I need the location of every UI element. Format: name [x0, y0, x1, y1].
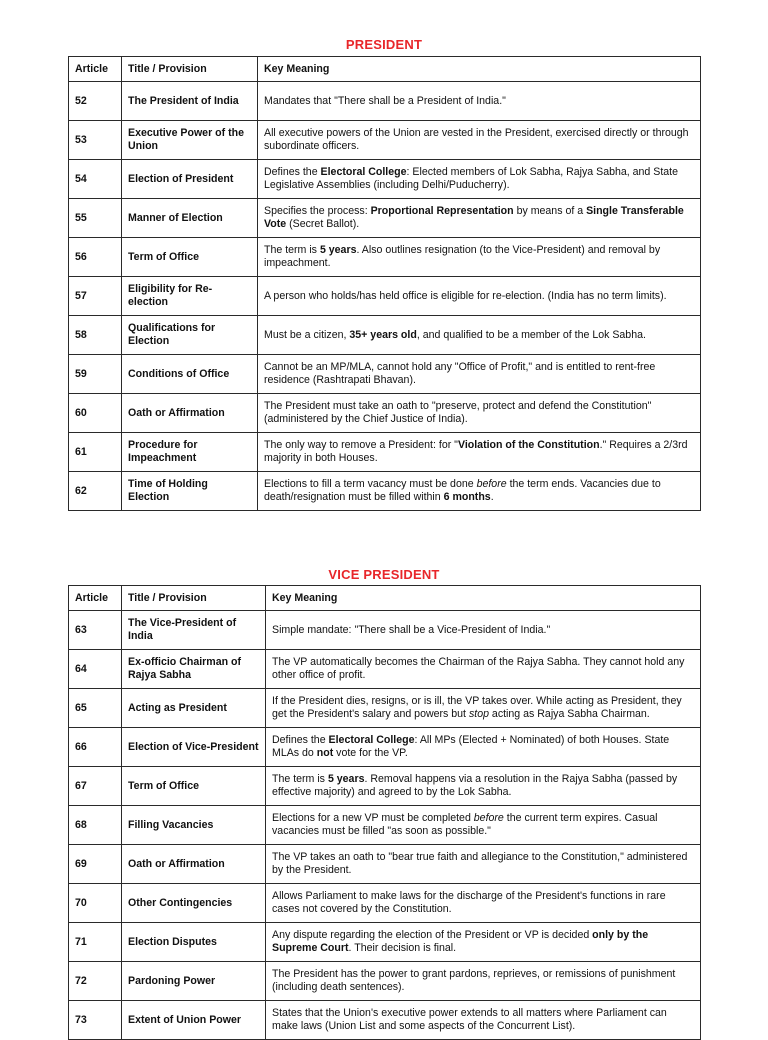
article-meaning: Mandates that "There shall be a President of India.": [258, 82, 701, 121]
table-row: [69, 199, 701, 238]
column-header-article: Article: [69, 586, 122, 611]
article-meaning: Any dispute regarding the election of the President or VP is decided only by the Supreme Court. Their decision is final.: [266, 923, 701, 962]
vice-president-heading: VICE PRESIDENT: [328, 567, 440, 582]
article-meaning: Simple mandate: "There shall be a Vice-President of India.": [266, 611, 701, 650]
table-row: [69, 962, 701, 1001]
article-title: Other Contingencies: [122, 884, 266, 923]
article-title: Ex-officio Chairman of Rajya Sabha: [122, 650, 266, 689]
article-number: 71: [69, 923, 122, 962]
article-title: Qualifications for Election: [122, 316, 258, 355]
article-number: 61: [69, 433, 122, 472]
article-number: 67: [69, 767, 122, 806]
article-title: Election of President: [122, 160, 258, 199]
article-number: 66: [69, 728, 122, 767]
president-heading: PRESIDENT: [345, 37, 423, 52]
column-header-meaning: Key Meaning: [266, 586, 701, 611]
article-meaning: The VP takes an oath to "bear true faith and allegiance to the Constitution," administered by the President.: [266, 845, 701, 884]
article-title: Oath or Affirmation: [122, 845, 266, 884]
article-title: Oath or Affirmation: [122, 394, 258, 433]
table-header-row: [69, 586, 701, 611]
article-title: Conditions of Office: [122, 355, 258, 394]
table-row: [69, 316, 701, 355]
article-title: Time of Holding Election: [122, 472, 258, 511]
article-number: 70: [69, 884, 122, 923]
table-row: [69, 394, 701, 433]
article-title: Procedure for Impeachment: [122, 433, 258, 472]
article-meaning: Defines the Electoral College: All MPs (Elected + Nominated) of both Houses. State MLAs do not vote for the VP.: [266, 728, 701, 767]
article-number: 63: [69, 611, 122, 650]
column-header-title: Title / Provision: [122, 586, 266, 611]
table-row: [69, 845, 701, 884]
table-row: [69, 689, 701, 728]
article-number: 72: [69, 962, 122, 1001]
article-number: 52: [69, 82, 122, 121]
table-row: [69, 611, 701, 650]
article-meaning: The term is 5 years. Also outlines resignation (to the Vice-President) and removal by impeachment.: [258, 238, 701, 277]
table-row: [69, 82, 701, 121]
table-row: [69, 433, 701, 472]
article-meaning: States that the Union's executive power extends to all matters where Parliament can make laws (Union List and some aspects of the Concurrent List).: [266, 1001, 701, 1040]
article-meaning: Specifies the process: Proportional Representation by means of a Single Transferable Vote (Secret Ballot).: [258, 199, 701, 238]
article-meaning: If the President dies, resigns, or is ill, the VP takes over. While acting as President, they get the President's salary and powers but stop acting as Rajya Sabha Chairman.: [266, 689, 701, 728]
article-meaning: The President has the power to grant pardons, reprieves, or remissions of punishment (including death sentences).: [266, 962, 701, 1001]
article-meaning: Must be a citizen, 35+ years old, and qualified to be a member of the Lok Sabha.: [258, 316, 701, 355]
article-meaning: The VP automatically becomes the Chairman of the Rajya Sabha. They cannot hold any other office of profit.: [266, 650, 701, 689]
article-meaning: Elections for a new VP must be completed before the current term expires. Casual vacancies must be filled "as soon as possible.": [266, 806, 701, 845]
article-meaning: The President must take an oath to "preserve, protect and defend the Constitution" (administered by the Chief Justice of India).: [258, 394, 701, 433]
table-row: [69, 160, 701, 199]
article-title: Election of Vice-President: [122, 728, 266, 767]
article-title: Executive Power of the Union: [122, 121, 258, 160]
president-articles-table: [68, 56, 701, 511]
article-number: 65: [69, 689, 122, 728]
article-number: 55: [69, 199, 122, 238]
column-header-meaning: Key Meaning: [258, 57, 701, 82]
article-meaning: The only way to remove a President: for "Violation of the Constitution." Requires a 2/3rd majority in both Houses.: [258, 433, 701, 472]
article-title: Extent of Union Power: [122, 1001, 266, 1040]
article-number: 56: [69, 238, 122, 277]
table-header-row: [69, 57, 701, 82]
table-row: [69, 923, 701, 962]
article-title: Manner of Election: [122, 199, 258, 238]
article-title: Election Disputes: [122, 923, 266, 962]
table-row: [69, 767, 701, 806]
article-number: 68: [69, 806, 122, 845]
article-meaning: Defines the Electoral College: Elected members of Lok Sabha, Rajya Sabha, and State Legislative Assemblies (including Delhi/Puducherry).: [258, 160, 701, 199]
article-meaning: Elections to fill a term vacancy must be done before the term ends. Vacancies due to death/resignation must be filled within 6 months.: [258, 472, 701, 511]
article-number: 62: [69, 472, 122, 511]
article-number: 64: [69, 650, 122, 689]
table-row: [69, 1001, 701, 1040]
article-meaning: Allows Parliament to make laws for the discharge of the President's functions in rare cases not covered by the Constitution.: [266, 884, 701, 923]
article-title: Acting as President: [122, 689, 266, 728]
article-number: 73: [69, 1001, 122, 1040]
table-row: [69, 472, 701, 511]
article-title: Filling Vacancies: [122, 806, 266, 845]
article-number: 60: [69, 394, 122, 433]
article-title: Term of Office: [122, 767, 266, 806]
table-row: [69, 277, 701, 316]
article-number: 59: [69, 355, 122, 394]
article-title: Term of Office: [122, 238, 258, 277]
table-row: [69, 884, 701, 923]
article-title: The Vice-President of India: [122, 611, 266, 650]
column-header-title: Title / Provision: [122, 57, 258, 82]
article-title: Eligibility for Re-election: [122, 277, 258, 316]
vice-president-articles-table: [68, 585, 701, 1040]
table-row: [69, 121, 701, 160]
article-meaning: A person who holds/has held office is eligible for re-election. (India has no term limits).: [258, 277, 701, 316]
article-number: 69: [69, 845, 122, 884]
table-row: [69, 728, 701, 767]
article-number: 53: [69, 121, 122, 160]
article-number: 57: [69, 277, 122, 316]
article-meaning: Cannot be an MP/MLA, cannot hold any "Office of Profit," and is entitled to rent-free residence (Rashtrapati Bhavan).: [258, 355, 701, 394]
article-number: 54: [69, 160, 122, 199]
column-header-article: Article: [69, 57, 122, 82]
table-row: [69, 238, 701, 277]
article-number: 58: [69, 316, 122, 355]
table-row: [69, 650, 701, 689]
article-title: The President of India: [122, 82, 258, 121]
table-row: [69, 355, 701, 394]
table-row: [69, 806, 701, 845]
article-meaning: The term is 5 years. Removal happens via a resolution in the Rajya Sabha (passed by effective majority) and agreed to by the Lok Sabha.: [266, 767, 701, 806]
article-meaning: All executive powers of the Union are vested in the President, exercised directly or through subordinate officers.: [258, 121, 701, 160]
article-title: Pardoning Power: [122, 962, 266, 1001]
